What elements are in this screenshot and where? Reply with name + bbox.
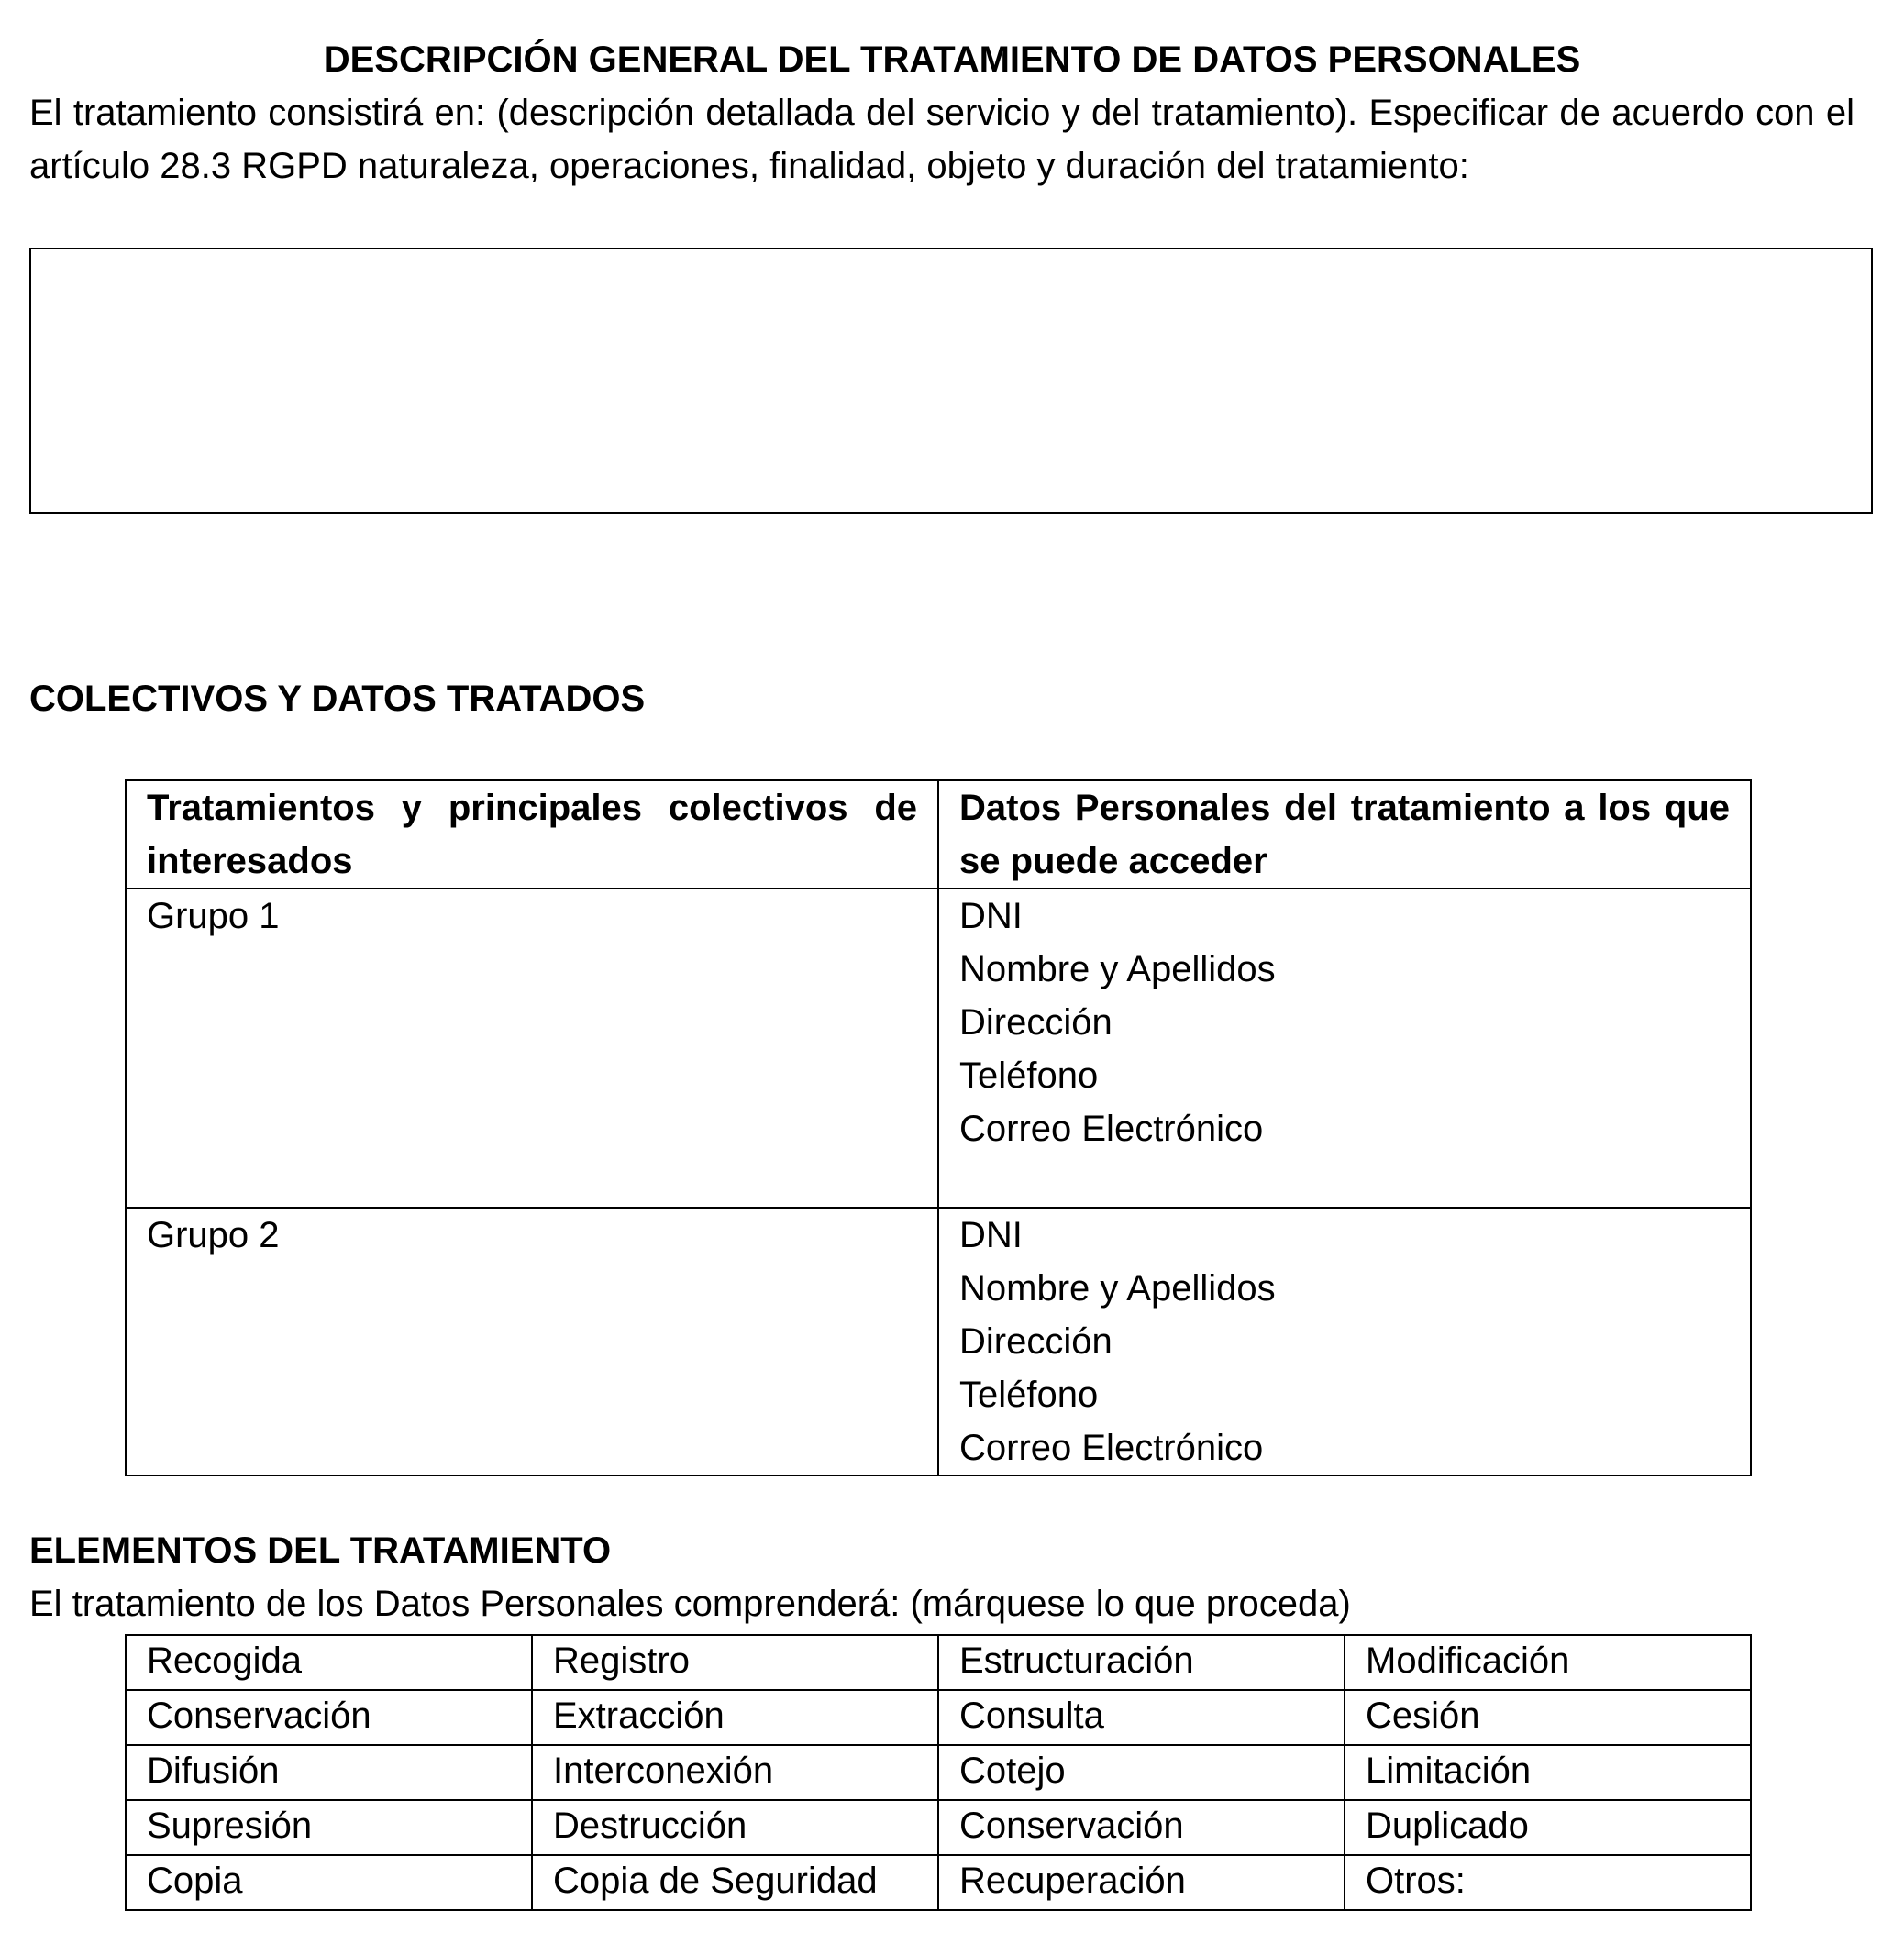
elemento-cell: Copia — [126, 1855, 532, 1910]
colectivos-table — [125, 779, 1752, 1476]
table-row — [126, 1208, 1751, 1475]
table-row — [126, 1635, 1751, 1690]
elemento-cell: Registro — [532, 1635, 938, 1690]
elemento-cell: Estructuración — [938, 1635, 1345, 1690]
table-row — [126, 889, 1751, 1208]
data-item: Nombre y Apellidos — [959, 1268, 1276, 1309]
group-cell: Grupo 1 — [126, 889, 938, 1208]
header-datos-personales: Datos Personales del tratamiento a los que se puede acceder — [938, 780, 1751, 889]
elemento-cell: Conservación — [126, 1690, 532, 1745]
data-item: DNI — [959, 1215, 1023, 1255]
elemento-cell: Conservación — [938, 1800, 1345, 1855]
table-row — [126, 1690, 1751, 1745]
data-item: Correo Electrónico — [959, 1428, 1264, 1468]
elementos-table — [125, 1634, 1752, 1911]
page-title: DESCRIPCIÓN GENERAL DEL TRATAMIENTO DE DATOS PERSONALES — [323, 39, 1581, 80]
table-row — [126, 1745, 1751, 1800]
data-item: DNI — [959, 896, 1023, 936]
data-item: Teléfono — [959, 1375, 1099, 1415]
table-row — [126, 1800, 1751, 1855]
header-colectivos: Tratamientos y principales colectivos de interesados — [126, 780, 938, 889]
data-cell — [938, 1208, 1751, 1475]
table-row — [126, 1855, 1751, 1910]
description-box — [29, 248, 1873, 514]
elemento-cell: Supresión — [126, 1800, 532, 1855]
colectivos-header-row — [126, 780, 1751, 889]
elemento-cell: Modificación — [1345, 1635, 1751, 1690]
elemento-cell: Otros: — [1345, 1855, 1751, 1910]
data-item: Teléfono — [959, 1055, 1099, 1096]
elemento-cell: Recuperación — [938, 1855, 1345, 1910]
group-cell: Grupo 2 — [126, 1208, 938, 1475]
data-cell — [938, 889, 1751, 1208]
elemento-cell: Duplicado — [1345, 1800, 1751, 1855]
data-item: Correo Electrónico — [959, 1109, 1264, 1149]
elemento-cell: Difusión — [126, 1745, 532, 1800]
data-item: Dirección — [959, 1002, 1113, 1043]
elemento-cell: Cotejo — [938, 1745, 1345, 1800]
elemento-cell: Interconexión — [532, 1745, 938, 1800]
intro-paragraph: El tratamiento consistirá en: (descripción detallada del servicio y del tratamiento). Especificar de acuerdo con el artículo 28.3 RGPD naturaleza, operaciones, finalidad, objeto y duración del tratamiento: — [29, 93, 1854, 186]
elementos-heading: ELEMENTOS DEL TRATAMIENTO — [29, 1530, 612, 1571]
colectivos-heading: COLECTIVOS Y DATOS TRATADOS — [29, 679, 646, 719]
elemento-cell: Copia de Seguridad — [532, 1855, 938, 1910]
elementos-subtitle: El tratamiento de los Datos Personales comprenderá: (márquese lo que proceda) — [29, 1584, 1351, 1624]
elemento-cell: Extracción — [532, 1690, 938, 1745]
elemento-cell: Destrucción — [532, 1800, 938, 1855]
data-item: Dirección — [959, 1321, 1113, 1362]
elemento-cell: Consulta — [938, 1690, 1345, 1745]
elemento-cell: Cesión — [1345, 1690, 1751, 1745]
data-item: Nombre y Apellidos — [959, 949, 1276, 989]
elemento-cell: Limitación — [1345, 1745, 1751, 1800]
elemento-cell: Recogida — [126, 1635, 532, 1690]
